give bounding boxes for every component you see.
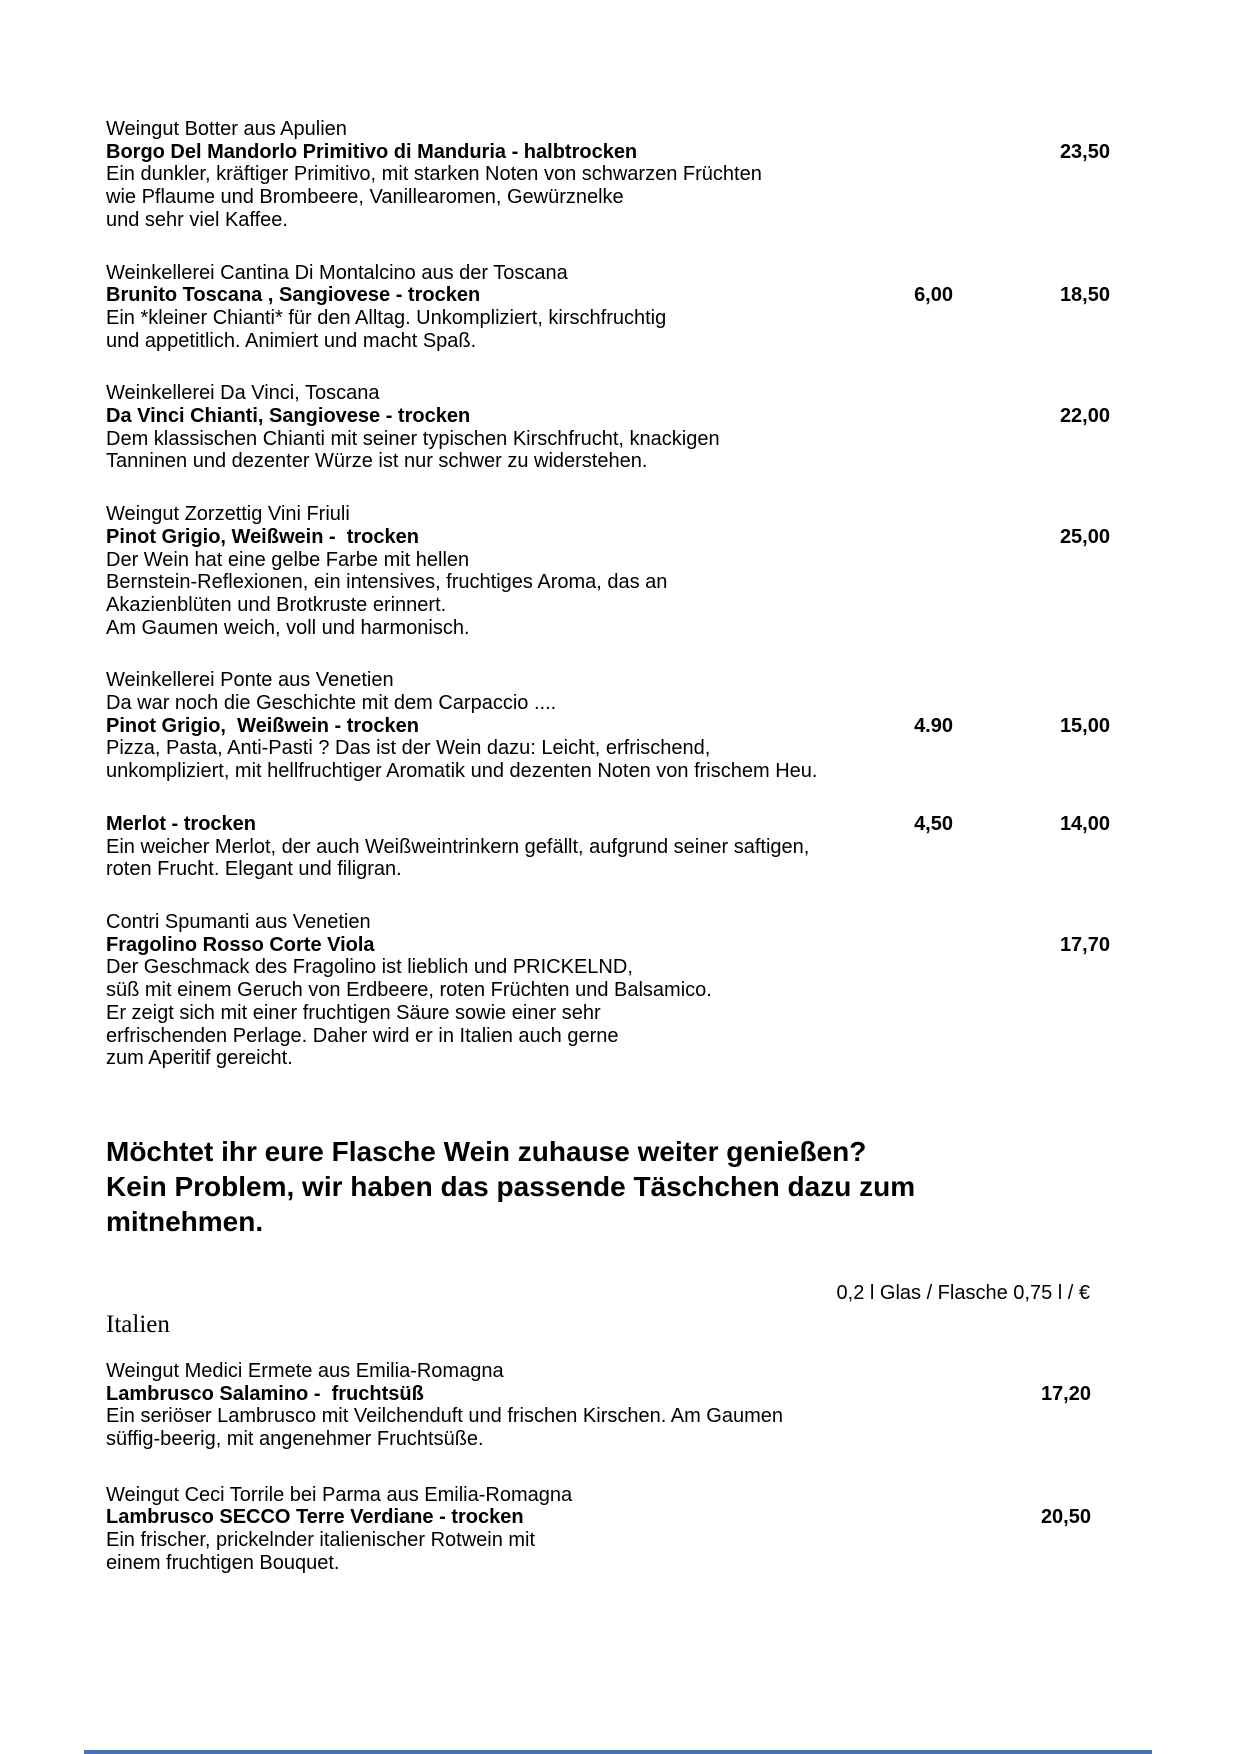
wine-name-row xyxy=(106,526,1110,549)
bottle-price: 17,20 xyxy=(1040,1382,1091,1405)
glass-price: 4.90 xyxy=(914,714,953,737)
bottle-price: 18,50 xyxy=(1059,284,1110,307)
description-line: Ein weicher Merlot, der auch Weißweintrinkern gefällt, aufgrund seiner saftigen, xyxy=(106,835,810,858)
bottle-price: 25,00 xyxy=(1059,525,1110,548)
producer-line: Da war noch die Geschichte mit dem Carpaccio .... xyxy=(106,692,557,715)
wine-name-row xyxy=(106,405,1110,428)
description-line: und sehr viel Kaffee. xyxy=(106,208,288,231)
description-line: zum Aperitif gereicht. xyxy=(106,1047,293,1070)
description-line: Akazienblüten und Brotkruste erinnert. xyxy=(106,593,447,616)
wine-name-row xyxy=(106,1383,1110,1406)
wine-name-row xyxy=(106,1506,1110,1529)
description-line: einem fruchtigen Bouquet. xyxy=(106,1551,340,1574)
description-line: Ein *kleiner Chianti* für den Alltag. Unkompliziert, kirschfruchtig xyxy=(106,306,667,329)
togo-note-line: Möchtet ihr eure Flasche Wein zuhause weiter genießen? xyxy=(106,1135,867,1167)
description-line: Ein dunkler, kräftiger Primitivo, mit starken Noten von schwarzen Früchten xyxy=(106,163,762,186)
wine-name: Pinot Grigio, Weißwein - trocken xyxy=(106,714,419,737)
description-line: Dem klassischen Chianti mit seiner typischen Kirschfrucht, knackigen xyxy=(106,427,720,450)
producer-line: Weingut Zorzettig Vini Friuli xyxy=(106,503,350,526)
description-line: süffig-beerig, mit angenehmer Fruchtsüße. xyxy=(106,1428,484,1451)
wine-name: Fragolino Rosso Corte Viola xyxy=(106,933,375,956)
wine-name: Lambrusco SECCO Terre Verdiane - trocken xyxy=(106,1506,524,1529)
description-line: wie Pflaume und Brombeere, Vanillearomen, Gewürznelke xyxy=(106,186,624,209)
bottle-price: 17,70 xyxy=(1059,933,1110,956)
wine-name-row xyxy=(106,934,1110,957)
description-line: Bernstein-Reflexionen, ein intensives, fruchtiges Aroma, das an xyxy=(106,571,668,594)
wine-entry xyxy=(106,911,1110,1070)
description-line: Der Geschmack des Fragolino ist lieblich und PRICKELND, xyxy=(106,956,633,979)
wine-name-row xyxy=(106,813,1110,836)
description-line: Am Gaumen weich, voll und harmonisch. xyxy=(106,616,470,639)
producer-line: Weinkellerei Cantina Di Montalcino aus der Toscana xyxy=(106,261,568,284)
region-heading: Italien xyxy=(106,1310,170,1338)
bottle-price: 23,50 xyxy=(1059,140,1110,163)
togo-note-line: mitnehmen. xyxy=(106,1205,264,1237)
wine-entry xyxy=(106,669,1110,783)
glass-price: 6,00 xyxy=(914,284,953,307)
wine-entry xyxy=(106,1360,1110,1451)
bottle-price: 14,00 xyxy=(1059,812,1110,835)
wine-entry xyxy=(106,813,1110,881)
producer-line: Weinkellerei Da Vinci, Toscana xyxy=(106,382,380,405)
glass-price: 4,50 xyxy=(914,812,953,835)
producer-line: Weingut Medici Ermete aus Emilia-Romagna xyxy=(106,1359,504,1382)
wine-name: Merlot - trocken xyxy=(106,812,257,835)
bottle-price: 20,50 xyxy=(1040,1506,1091,1529)
wine-entry xyxy=(106,503,1110,639)
togo-note-line: Kein Problem, wir haben das passende Täschchen dazu zum xyxy=(106,1170,916,1202)
wine-name-row xyxy=(106,141,1110,164)
description-line: Er zeigt sich mit einer fruchtigen Säure sowie einer sehr xyxy=(106,1001,601,1024)
producer-line: Weingut Botter aus Apulien xyxy=(106,118,347,140)
wine-entry xyxy=(106,118,1110,232)
description-line: und appetitlich. Animiert und macht Spaß. xyxy=(106,329,477,352)
wine-name-row xyxy=(106,284,1110,307)
producer-line: Weingut Ceci Torrile bei Parma aus Emilia-Romagna xyxy=(106,1483,573,1506)
description-line: Der Wein hat eine gelbe Farbe mit hellen xyxy=(106,548,470,571)
wine-name: Da Vinci Chianti, Sangiovese - trocken xyxy=(106,405,471,428)
description-line: Pizza, Pasta, Anti-Pasti ? Das ist der Wein dazu: Leicht, erfrischend, xyxy=(106,737,711,760)
wine-name: Pinot Grigio, Weißwein - trocken xyxy=(106,525,419,548)
description-line: Ein seriöser Lambrusco mit Veilchenduft und frischen Kirschen. Am Gaumen xyxy=(106,1405,783,1428)
wine-entry xyxy=(106,1484,1110,1575)
producer-line: Weinkellerei Ponte aus Venetien xyxy=(106,669,394,692)
wine-entry xyxy=(106,382,1110,473)
wine-name: Brunito Toscana , Sangiovese - trocken xyxy=(106,284,481,307)
bottle-price: 15,00 xyxy=(1059,714,1110,737)
bottle-price: 22,00 xyxy=(1059,405,1110,428)
wine-list-main xyxy=(106,118,1110,1070)
description-line: erfrischenden Perlage. Daher wird er in Italien auch gerne xyxy=(106,1024,619,1047)
wine-name: Borgo Del Mandorlo Primitivo di Manduria - halbtrocken xyxy=(106,140,638,163)
description-line: Ein frischer, prickelnder italienischer Rotwein mit xyxy=(106,1529,536,1552)
wine-entry xyxy=(106,262,1110,353)
price-column-header: 0,2 l Glas / Flasche 0,75 l / € xyxy=(836,1281,1090,1304)
description-line: süß mit einem Geruch von Erdbeere, roten Früchten und Balsamico. xyxy=(106,979,712,1002)
wine-name: Lambrusco Salamino - fruchtsüß xyxy=(106,1382,424,1405)
description-line: Tanninen und dezenter Würze ist nur schwer zu widerstehen. xyxy=(106,450,648,473)
wine-list-italy xyxy=(106,1360,1110,1575)
togo-note xyxy=(106,1134,1110,1239)
producer-line: Contri Spumanti aus Venetien xyxy=(106,910,371,933)
description-line: unkompliziert, mit hellfruchtiger Aromatik und dezenten Noten von frischem Heu. xyxy=(106,760,818,783)
wine-name-row xyxy=(106,715,1110,738)
description-line: roten Frucht. Elegant und filigran. xyxy=(106,858,402,881)
footer-accent-rule xyxy=(84,1750,1152,1754)
